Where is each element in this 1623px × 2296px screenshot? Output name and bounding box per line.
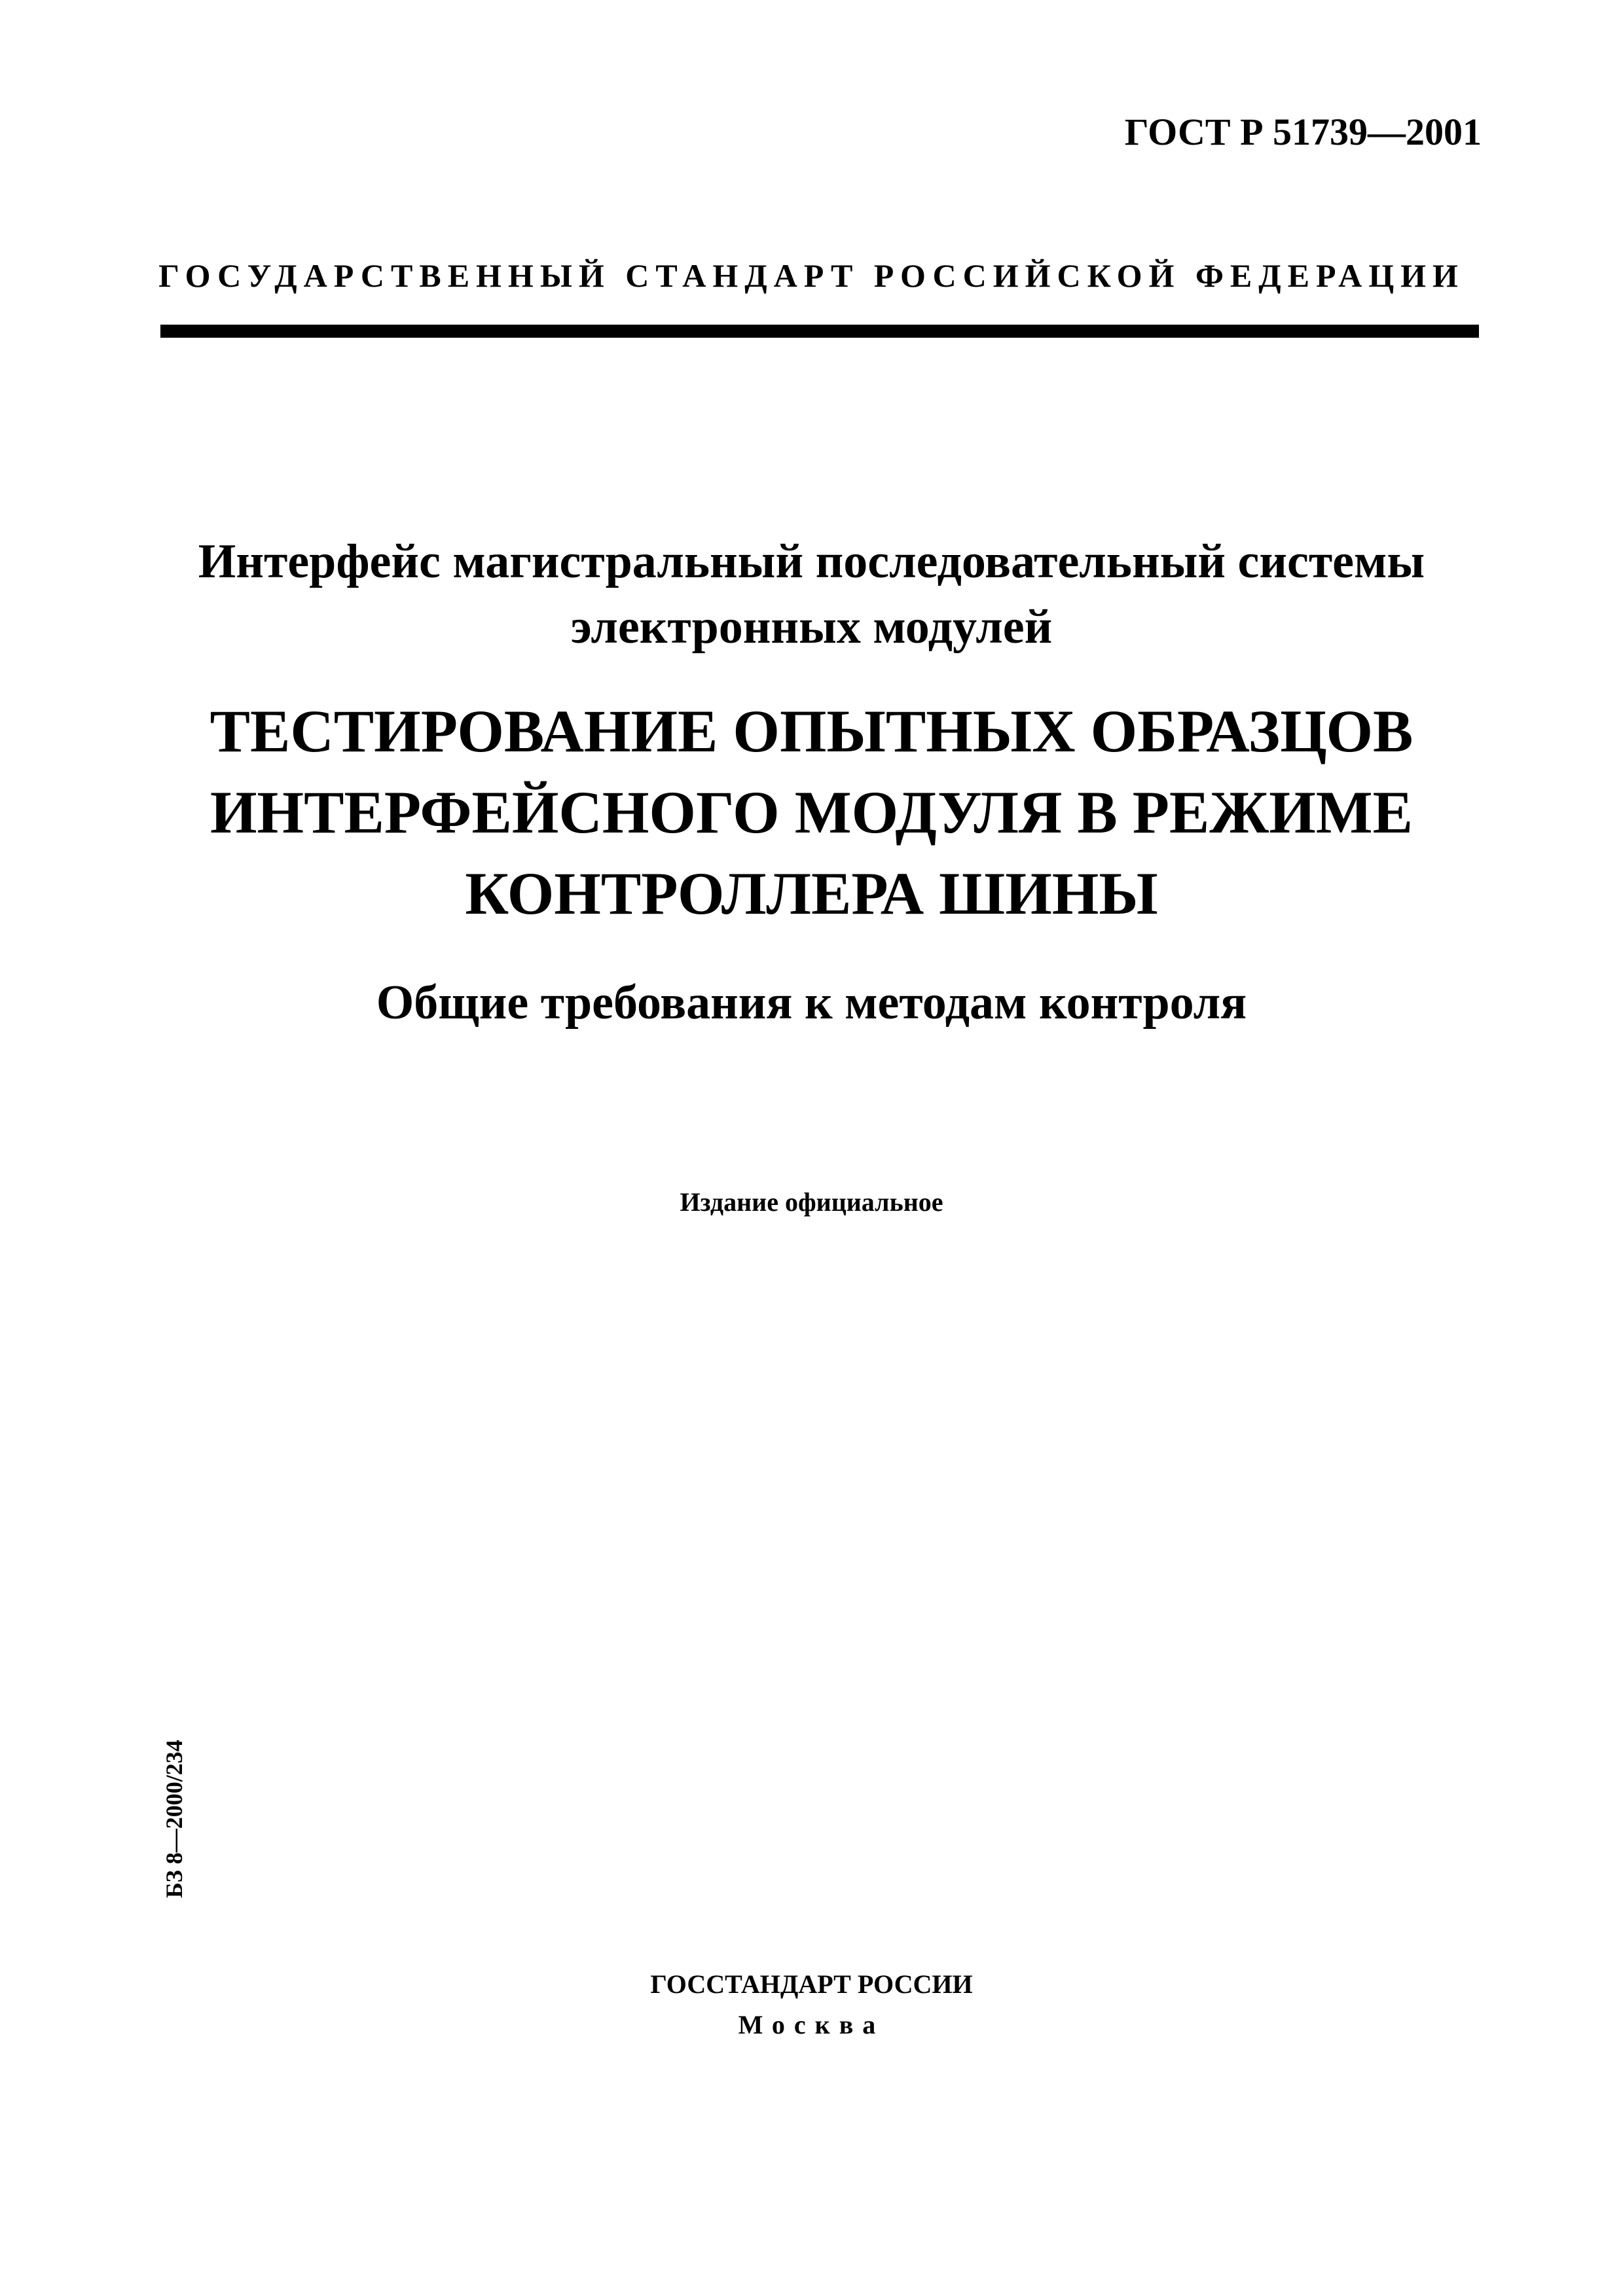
edition-label: Издание официальное xyxy=(680,1187,943,1217)
publisher: ГОССТАНДАРТ РОССИИ xyxy=(650,1969,973,1999)
publisher-city: Москва xyxy=(738,2010,885,2039)
document-title xyxy=(0,529,1623,660)
document-title-line-1: Интерфейс магистральный последовательный системы xyxy=(198,535,1425,588)
document-title-caps-line-3: КОНТРОЛЛЕРА ШИНЫ xyxy=(465,860,1158,927)
state-standard-heading: ГОСУДАРСТВЕННЫЙ СТАНДАРТ РОССИЙСКОЙ ФЕДЕРАЦИИ xyxy=(158,257,1465,294)
header-divider xyxy=(160,325,1479,338)
document-title-caps-line-1: ТЕСТИРОВАНИЕ ОПЫТНЫХ ОБРАЗЦОВ xyxy=(210,698,1413,764)
document-subtitle: Общие требования к методам контроля xyxy=(376,976,1247,1030)
document-title-caps xyxy=(0,691,1623,934)
document-title-line-2: электронных модулей xyxy=(570,600,1053,654)
side-code: БЗ 8—2000/234 xyxy=(161,1740,187,1898)
gost-number: ГОСТ Р 51739—2001 xyxy=(1124,111,1482,153)
document-title-caps-line-2: ИНТЕРФЕЙСНОГО МОДУЛЯ В РЕЖИМЕ xyxy=(210,779,1413,846)
